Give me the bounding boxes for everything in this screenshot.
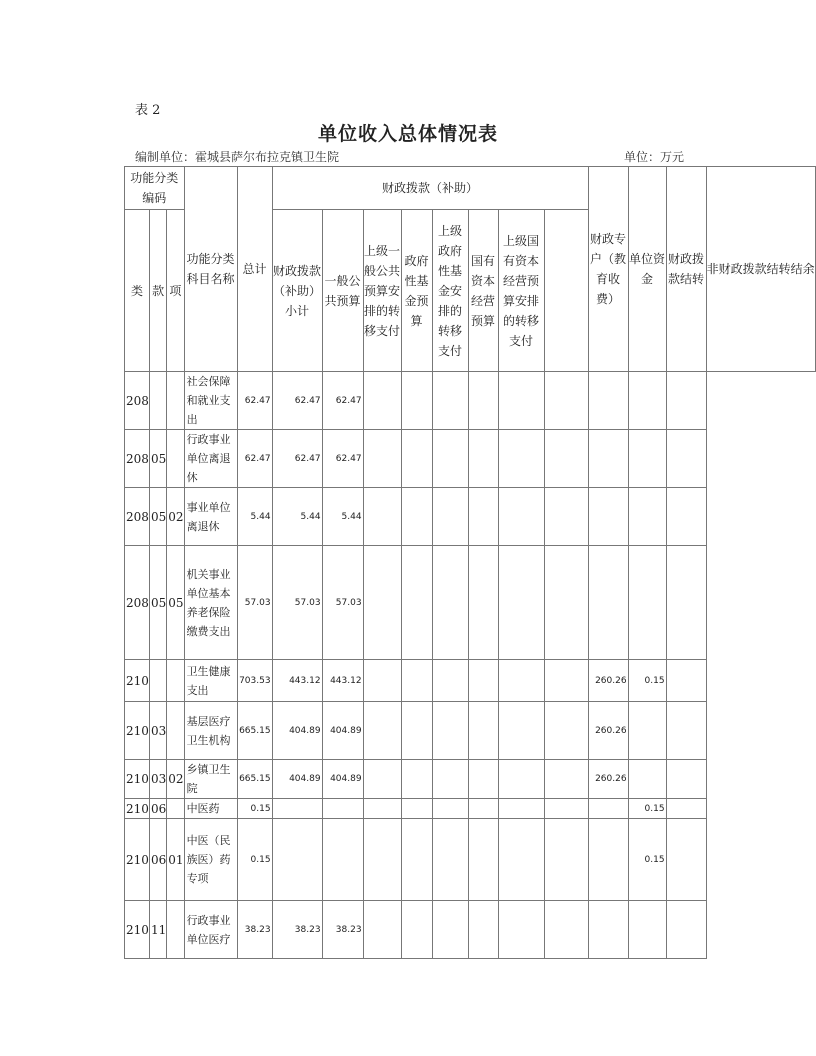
fiscal-carryover-cell: 0.15 — [628, 799, 666, 819]
lei-cell: 208 — [125, 430, 150, 488]
total-cell: 665.15 — [237, 702, 272, 760]
upper-general-transfer-cell — [363, 901, 401, 959]
lei-cell: 210 — [125, 819, 150, 901]
upper-gov-fund-transfer-cell — [432, 488, 468, 546]
unit-funds-cell — [588, 488, 628, 546]
kuan-cell: 03 — [150, 702, 167, 760]
func-code-header: 功能分类编码 — [125, 167, 185, 210]
unit-funds-cell: 260.26 — [588, 702, 628, 760]
unit-funds-cell — [588, 901, 628, 959]
upper-gov-fund-transfer-cell — [432, 546, 468, 660]
gov-fund-cell — [401, 546, 432, 660]
total-cell: 0.15 — [237, 819, 272, 901]
kuan-header: 款 — [150, 210, 167, 372]
general-budget-cell: 57.03 — [322, 546, 363, 660]
gov-fund-cell — [401, 660, 432, 702]
func-name-header: 功能分类科目名称 — [184, 167, 237, 372]
table-row — [125, 372, 816, 430]
func-name-cell: 行政事业单位医疗 — [184, 901, 237, 959]
upper-general-transfer-cell — [363, 488, 401, 546]
general-budget-cell: 404.89 — [322, 760, 363, 799]
unit-funds-cell — [588, 819, 628, 901]
kuan-cell: 05 — [150, 546, 167, 660]
income-table — [124, 166, 816, 959]
total-cell: 38.23 — [237, 901, 272, 959]
edu-account-cell — [544, 372, 588, 430]
general-budget-cell: 62.47 — [322, 372, 363, 430]
edu-account-cell — [544, 760, 588, 799]
table-number: 表 2 — [135, 103, 161, 118]
fiscal-carryover-cell: 0.15 — [628, 819, 666, 901]
total-header: 总计 — [237, 167, 272, 372]
xiang-cell — [167, 660, 184, 702]
upper-gov-fund-transfer-header: 上级政府性基金安排的转移支付 — [432, 210, 468, 372]
gov-fund-cell — [401, 819, 432, 901]
table-row — [125, 901, 816, 959]
total-cell: 665.15 — [237, 760, 272, 799]
upper-general-transfer-cell — [363, 430, 401, 488]
xiang-cell: 02 — [167, 488, 184, 546]
nonfiscal-carryover-cell — [666, 430, 706, 488]
upper-state-capital-transfer-cell — [498, 660, 544, 702]
upper-gov-fund-transfer-cell — [432, 819, 468, 901]
func-name-cell: 行政事业单位离退休 — [184, 430, 237, 488]
kuan-cell — [150, 372, 167, 430]
upper-general-transfer-cell — [363, 546, 401, 660]
fiscal-subtotal-cell: 404.89 — [272, 760, 322, 799]
state-capital-cell — [468, 901, 498, 959]
upper-gov-fund-transfer-cell — [432, 901, 468, 959]
gov-fund-cell — [401, 702, 432, 760]
edu-account-cell — [544, 901, 588, 959]
general-budget-cell: 5.44 — [322, 488, 363, 546]
general-budget-header: 一般公共预算 — [322, 210, 363, 372]
currency-unit: 单位：万元 — [624, 150, 685, 164]
upper-gov-fund-transfer-cell — [432, 660, 468, 702]
unit-funds-cell — [588, 430, 628, 488]
fiscal-subtotal-cell — [272, 799, 322, 819]
edu-account-cell — [544, 488, 588, 546]
lei-cell: 210 — [125, 799, 150, 819]
upper-general-transfer-cell — [363, 819, 401, 901]
total-cell: 57.03 — [237, 546, 272, 660]
table-row — [125, 760, 816, 799]
fiscal-carryover-cell — [628, 901, 666, 959]
xiang-cell — [167, 372, 184, 430]
kuan-cell: 06 — [150, 799, 167, 819]
func-name-cell: 基层医疗卫生机构 — [184, 702, 237, 760]
lei-cell: 210 — [125, 760, 150, 799]
nonfiscal-carryover-cell — [666, 819, 706, 901]
func-name-cell: 乡镇卫生院 — [184, 760, 237, 799]
edu-account-header: 财政专户（教育收费） — [588, 167, 628, 372]
xiang-header: 项 — [167, 210, 184, 372]
fiscal-subtotal-cell: 57.03 — [272, 546, 322, 660]
fiscal-group-header: 财政拨款（补助） — [272, 167, 588, 210]
upper-general-transfer-cell — [363, 660, 401, 702]
upper-state-capital-transfer-cell — [498, 488, 544, 546]
state-capital-cell — [468, 488, 498, 546]
nonfiscal-carryover-cell — [666, 546, 706, 660]
general-budget-cell: 443.12 — [322, 660, 363, 702]
state-capital-cell — [468, 430, 498, 488]
table-row — [125, 430, 816, 488]
upper-state-capital-transfer-cell — [498, 901, 544, 959]
total-cell: 5.44 — [237, 488, 272, 546]
fiscal-carryover-cell — [628, 760, 666, 799]
kuan-cell: 03 — [150, 760, 167, 799]
table-row — [125, 660, 816, 702]
nonfiscal-carryover-cell — [666, 488, 706, 546]
upper-state-capital-transfer-cell — [498, 430, 544, 488]
gov-fund-cell — [401, 760, 432, 799]
total-cell: 62.47 — [237, 372, 272, 430]
func-name-cell: 中医（民族医）药专项 — [184, 819, 237, 901]
state-capital-header: 国有资本经营预算 — [468, 210, 498, 372]
table-row — [125, 488, 816, 546]
fiscal-carryover-cell — [628, 488, 666, 546]
fiscal-subtotal-cell: 62.47 — [272, 430, 322, 488]
fiscal-carryover-cell — [628, 372, 666, 430]
upper-state-capital-transfer-cell — [498, 702, 544, 760]
upper-general-transfer-cell — [363, 760, 401, 799]
fiscal-subtotal-cell: 5.44 — [272, 488, 322, 546]
nonfiscal-carryover-cell — [666, 660, 706, 702]
xiang-cell: 05 — [167, 546, 184, 660]
xiang-cell: 02 — [167, 760, 184, 799]
fiscal-subtotal-cell: 38.23 — [272, 901, 322, 959]
fiscal-carryover-cell: 0.15 — [628, 660, 666, 702]
nonfiscal-carryover-cell — [666, 702, 706, 760]
nonfiscal-carryover-cell — [666, 372, 706, 430]
state-capital-cell — [468, 546, 498, 660]
table-row — [125, 819, 816, 901]
upper-state-capital-transfer-header: 上级国有资本经营预算安排的转移支付 — [498, 210, 544, 372]
state-capital-cell — [468, 702, 498, 760]
lei-cell: 208 — [125, 488, 150, 546]
xiang-cell — [167, 799, 184, 819]
nonfiscal-carryover-cell — [666, 901, 706, 959]
gov-fund-cell — [401, 901, 432, 959]
page-title: 单位收入总体情况表 — [317, 123, 498, 145]
lei-cell: 210 — [125, 901, 150, 959]
kuan-cell: 05 — [150, 488, 167, 546]
fiscal-subtotal-cell: 404.89 — [272, 702, 322, 760]
kuan-cell: 06 — [150, 819, 167, 901]
gov-fund-cell — [401, 372, 432, 430]
edu-account-cell — [544, 430, 588, 488]
upper-state-capital-transfer-cell — [498, 546, 544, 660]
general-budget-cell — [322, 799, 363, 819]
kuan-cell: 05 — [150, 430, 167, 488]
nonfiscal-carryover-cell — [666, 799, 706, 819]
fiscal-subtotal-cell: 62.47 — [272, 372, 322, 430]
unit-funds-cell: 260.26 — [588, 760, 628, 799]
lei-cell: 208 — [125, 372, 150, 430]
fiscal-carryover-header: 财政拨款结转 — [666, 167, 706, 372]
table-row — [125, 799, 816, 819]
edu-account-cell — [544, 819, 588, 901]
state-capital-cell — [468, 372, 498, 430]
total-cell: 0.15 — [237, 799, 272, 819]
fiscal-subtotal-header: 财政拨款（补助）小计 — [272, 210, 322, 372]
upper-gov-fund-transfer-cell — [432, 760, 468, 799]
state-capital-cell — [468, 819, 498, 901]
general-budget-cell: 62.47 — [322, 430, 363, 488]
lei-cell: 210 — [125, 702, 150, 760]
func-name-cell: 社会保障和就业支出 — [184, 372, 237, 430]
total-cell: 62.47 — [237, 430, 272, 488]
upper-gov-fund-transfer-cell — [432, 799, 468, 819]
general-budget-cell: 38.23 — [322, 901, 363, 959]
lei-header: 类 — [125, 210, 150, 372]
unit-funds-cell: 260.26 — [588, 660, 628, 702]
upper-general-transfer-cell — [363, 372, 401, 430]
nonfiscal-carryover-cell — [666, 760, 706, 799]
kuan-cell — [150, 660, 167, 702]
upper-gov-fund-transfer-cell — [432, 430, 468, 488]
gov-fund-cell — [401, 799, 432, 819]
general-budget-cell: 404.89 — [322, 702, 363, 760]
upper-general-transfer-cell — [363, 702, 401, 760]
table-row — [125, 702, 816, 760]
kuan-cell: 11 — [150, 901, 167, 959]
upper-general-transfer-header: 上级一般公共预算安排的转移支付 — [363, 210, 401, 372]
fiscal-carryover-cell — [628, 546, 666, 660]
fiscal-carryover-cell — [628, 430, 666, 488]
upper-general-transfer-cell — [363, 799, 401, 819]
xiang-cell: 01 — [167, 819, 184, 901]
edu-account-cell — [544, 546, 588, 660]
gov-fund-header: 政府性基金预算 — [401, 210, 432, 372]
general-budget-cell — [322, 819, 363, 901]
func-name-cell: 卫生健康支出 — [184, 660, 237, 702]
gov-fund-cell — [401, 430, 432, 488]
total-cell: 703.53 — [237, 660, 272, 702]
upper-gov-fund-transfer-cell — [432, 372, 468, 430]
upper-gov-fund-transfer-cell — [432, 702, 468, 760]
unit-funds-cell — [588, 372, 628, 430]
fiscal-subtotal-cell — [272, 819, 322, 901]
state-capital-cell — [468, 799, 498, 819]
upper-state-capital-transfer-cell — [498, 372, 544, 430]
table-row — [125, 546, 816, 660]
edu-account-cell — [544, 660, 588, 702]
func-name-cell: 中医药 — [184, 799, 237, 819]
table-body — [125, 372, 816, 959]
unit-funds-cell — [588, 546, 628, 660]
compiling-unit: 编制单位：霍城县萨尔布拉克镇卫生院 — [135, 150, 340, 164]
func-name-cell: 机关事业单位基本养老保险缴费支出 — [184, 546, 237, 660]
fiscal-subtotal-cell: 443.12 — [272, 660, 322, 702]
unit-funds-header: 单位资金 — [628, 167, 666, 372]
edu-account-cell — [544, 799, 588, 819]
unit-funds-cell — [588, 799, 628, 819]
xiang-cell — [167, 702, 184, 760]
func-name-cell: 事业单位离退休 — [184, 488, 237, 546]
xiang-cell — [167, 901, 184, 959]
state-capital-cell — [468, 760, 498, 799]
upper-state-capital-transfer-cell — [498, 819, 544, 901]
upper-state-capital-transfer-cell — [498, 760, 544, 799]
fiscal-carryover-cell — [628, 702, 666, 760]
gov-fund-cell — [401, 488, 432, 546]
lei-cell: 208 — [125, 546, 150, 660]
xiang-cell — [167, 430, 184, 488]
lei-cell: 210 — [125, 660, 150, 702]
state-capital-cell — [468, 660, 498, 702]
upper-state-capital-transfer-cell — [498, 799, 544, 819]
edu-account-cell — [544, 702, 588, 760]
nonfiscal-carryover-header: 非财政拨款结转结余 — [706, 167, 815, 372]
